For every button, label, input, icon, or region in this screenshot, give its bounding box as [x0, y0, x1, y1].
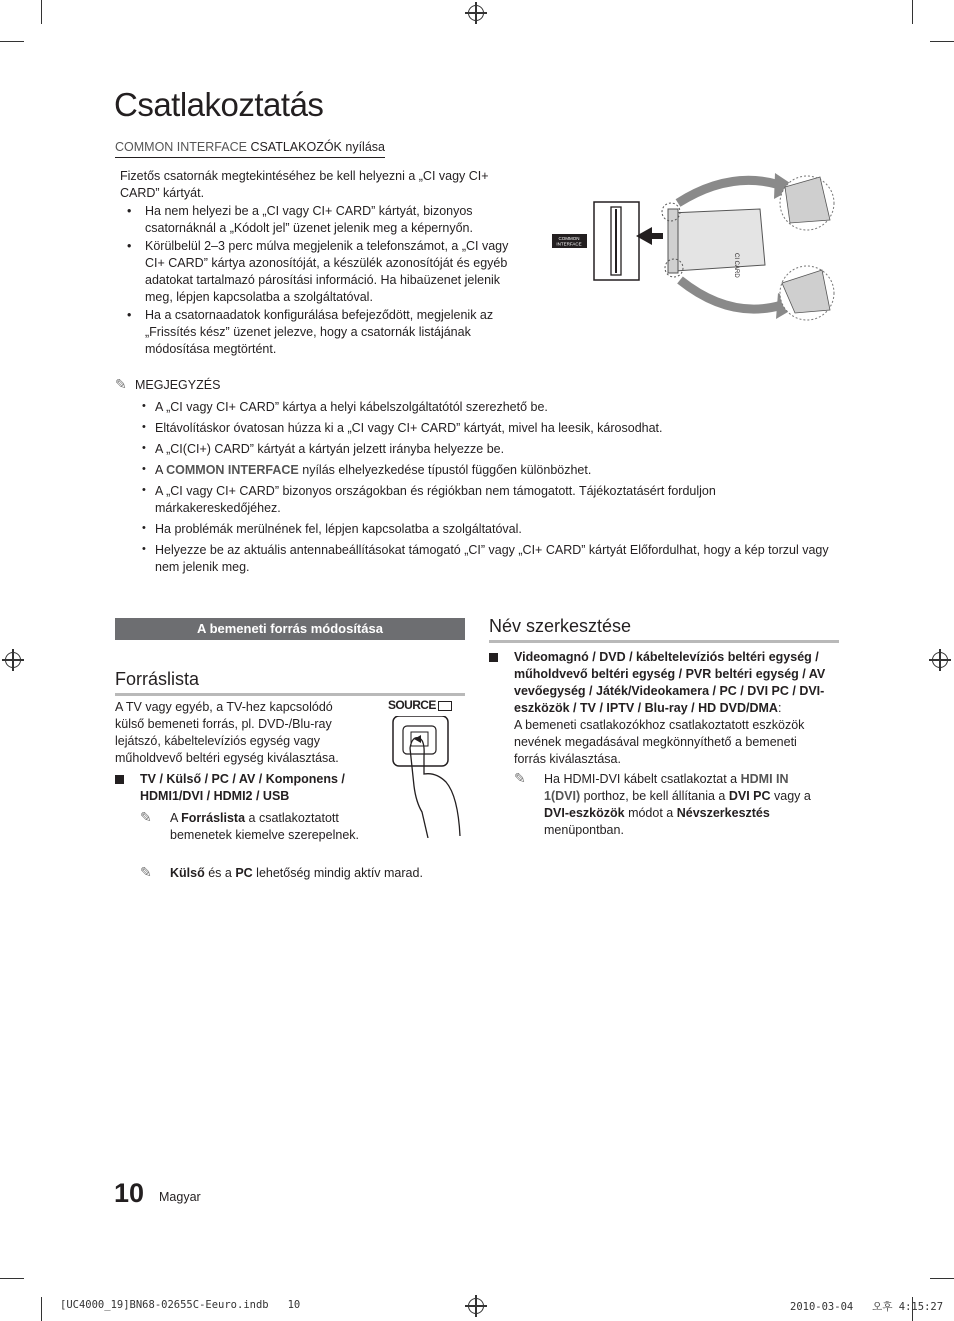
- registration-mark-icon: [468, 1298, 484, 1314]
- registration-mark-icon: [468, 5, 484, 21]
- ci-intro: [120, 168, 520, 358]
- note-bold: Külső: [170, 866, 205, 880]
- notes-title: MEGJEGYZÉS: [135, 378, 221, 392]
- section-banner: A bemeneti forrás módosítása: [115, 618, 465, 640]
- note-item: • A „CI vagy CI+ CARD” kártya a helyi kábelszolgáltatótól szerezhető be.: [115, 399, 835, 416]
- slot-label-line1: COMMON: [558, 236, 580, 241]
- note-text: nyílás elhelyezkedése típustól függően különbözhet.: [298, 463, 592, 477]
- note-item: • Ha problémák merülnének fel, lépjen kapcsolatba a szolgáltatóval.: [115, 521, 835, 538]
- nev-option: [489, 649, 839, 768]
- forraslista-option: [115, 771, 375, 805]
- forraslista-note2: [140, 865, 460, 882]
- note2-text: [140, 865, 460, 882]
- note-bold: PC: [235, 866, 253, 880]
- registration-mark-icon: [932, 652, 948, 668]
- nev-desc: A bemeneti csatlakozókhoz csatlakoztatott eszközök nevének megadásával megkönnyíthető a bemeneti forrás kiválasztása.: [514, 718, 805, 766]
- ci-bullet: • Ha a csatornaadatok konfigurálása befejeződött, megjelenik az „Frissítés kész” üzenet jelezve, hogy a csatornák listájának módosítása megtörtént.: [120, 307, 520, 358]
- note-text: porthoz, be kell állítania a: [580, 789, 729, 803]
- page-number: 10: [114, 1178, 145, 1208]
- registration-mark-icon: [5, 652, 21, 668]
- ci-bullet: • Körülbelül 2–3 perc múlva megjelenik a telefonszámot, a „CI vagy CI+ CARD” kártya azonosítóját, a készülék azonosítóját és egyéb adatokat tartalmazó párosítási információ. Ha hibaüzenet jelenik meg, lépjen kapcsolatba a szolgáltatóval.: [120, 238, 520, 306]
- crop-mark: [0, 1278, 24, 1279]
- note-text: a csatlakoztatott bemenetek kiemelve szerepelnek.: [170, 811, 359, 842]
- square-bullet-icon: [489, 653, 498, 662]
- notes-section: [115, 376, 835, 580]
- page-title: Csatlakoztatás: [114, 86, 324, 123]
- note-item: • Eltávolításkor óvatosan húzza ki a „CI vagy CI+ CARD” kártyát, mivel ha leesik, károsodhat.: [115, 420, 835, 437]
- option-colon: :: [777, 701, 782, 715]
- note-text: vagy a: [770, 789, 811, 803]
- note-pencil-icon: ✎: [140, 809, 152, 825]
- footer-timestamp: 2010-03-04 오후 4:15:27: [790, 1301, 944, 1313]
- ci-bullet-list: [120, 203, 520, 358]
- crop-mark: [41, 1297, 42, 1321]
- note-item: • A „CI(CI+) CARD” kártyát a kártyán jelzett irányba helyezze be.: [115, 441, 835, 458]
- note-text: menüpontban.: [544, 823, 624, 837]
- note-bold: DVI PC: [728, 789, 771, 803]
- notes-title-row: [115, 376, 835, 394]
- crop-mark: [930, 1278, 954, 1279]
- note-text: A: [170, 811, 182, 825]
- forraslista-intro: A TV vagy egyéb, a TV-hez kapcsolódó külső bemeneti forrás, pl. DVD-/Blu-ray lejátszó, kábeltelevíziós egység vagy műholdvevő beltéri egység kiválasztása.: [115, 700, 339, 765]
- note-bold: COMMON INTERFACE: [166, 463, 299, 477]
- nev-note-text: [514, 771, 814, 839]
- crop-mark: [930, 41, 954, 42]
- note-text: és a: [204, 866, 236, 880]
- note1-text: [140, 810, 360, 844]
- crop-mark: [0, 41, 24, 42]
- note-pencil-icon: ✎: [514, 770, 526, 786]
- note-item: [115, 462, 835, 479]
- forraslista-note1: [140, 810, 360, 844]
- ci-heading: [115, 139, 385, 158]
- ci-heading-gray: COMMON INTERFACE: [115, 140, 247, 154]
- note-bold: Forráslista: [181, 811, 246, 825]
- ci-bullet: • Ha nem helyezi be a „CI vagy CI+ CARD” kártyát, bizonyos csatornáknál a „Kódolt jel” üzenet jelenik meg a képernyőn.: [120, 203, 520, 237]
- note-text: lehetőség mindig aktív marad.: [252, 866, 423, 880]
- footer-file: [UC4000_19]BN68-02655C-Eeuro.indb 10: [60, 1299, 301, 1311]
- ci-card-label: CI CARD: [733, 253, 739, 278]
- footer-language: Magyar: [159, 1190, 201, 1204]
- note-item: • A „CI vagy CI+ CARD” bizonyos országokban és régiókban nem támogatott. Tájékoztatásért forduljon márkakereskedőjéhez.: [115, 483, 835, 517]
- ci-intro-text: Fizetős csatornák megtekintéséhez be kell helyezni a „CI vagy CI+ CARD” kártyát.: [120, 169, 489, 200]
- source-label-text: SOURCE: [388, 698, 436, 712]
- insert-arrow-icon: [636, 227, 663, 245]
- ci-card: [670, 209, 765, 271]
- option-text: Videomagnó / DVD / kábeltelevíziós beltéri egység / műholdvevő beltéri egység / PVR beltéri egység / AV vevőegység / Játék/Videokamera / PC / DVI PC / DVI-eszközök / TV / IPTV / Blu-ray / HD DVD/DMA: [514, 650, 826, 715]
- note-text: módot a: [624, 806, 677, 820]
- note-bold: DVI-eszközök: [544, 806, 625, 820]
- ci-card-illustration: [550, 165, 840, 330]
- source-button-illustration: [388, 698, 466, 838]
- note-item: • Helyezze be az aktuális antennabeállításokat támogató „CI” vagy „CI+ CARD” kártyát Előfordulhat, hogy a kép torzul vagy nem jelenik meg.: [115, 542, 835, 576]
- square-bullet-icon: [115, 775, 124, 784]
- crop-mark: [41, 0, 42, 24]
- note-text: Ha HDMI-DVI kábelt csatlakoztat a: [544, 772, 741, 786]
- crop-mark: [912, 0, 913, 24]
- option-text: TV / Külső / PC / AV / Komponens / HDMI1/DVI / HDMI2 / USB: [140, 772, 345, 803]
- note-bold: Névszerkesztés: [676, 806, 770, 820]
- nev-option-body: [489, 649, 839, 768]
- hand-pressing-icon: [388, 716, 466, 838]
- source-icon: [438, 701, 452, 711]
- notes-list: [115, 399, 835, 576]
- note-pencil-icon: ✎: [140, 864, 152, 880]
- forraslista-heading: Forráslista: [115, 669, 465, 696]
- nev-note: [514, 771, 814, 839]
- ci-heading-black: CSATLAKOZÓK nyílása: [250, 140, 385, 154]
- note-pencil-icon: ✎: [115, 376, 127, 392]
- slot-label-line2: INTERFACE: [556, 241, 582, 247]
- note-bold: HDMI IN 1(DVI): [544, 772, 789, 803]
- nev-szerkesztese-heading: Név szerkesztése: [489, 616, 839, 643]
- source-label: [388, 698, 466, 712]
- note-text: A: [155, 463, 167, 477]
